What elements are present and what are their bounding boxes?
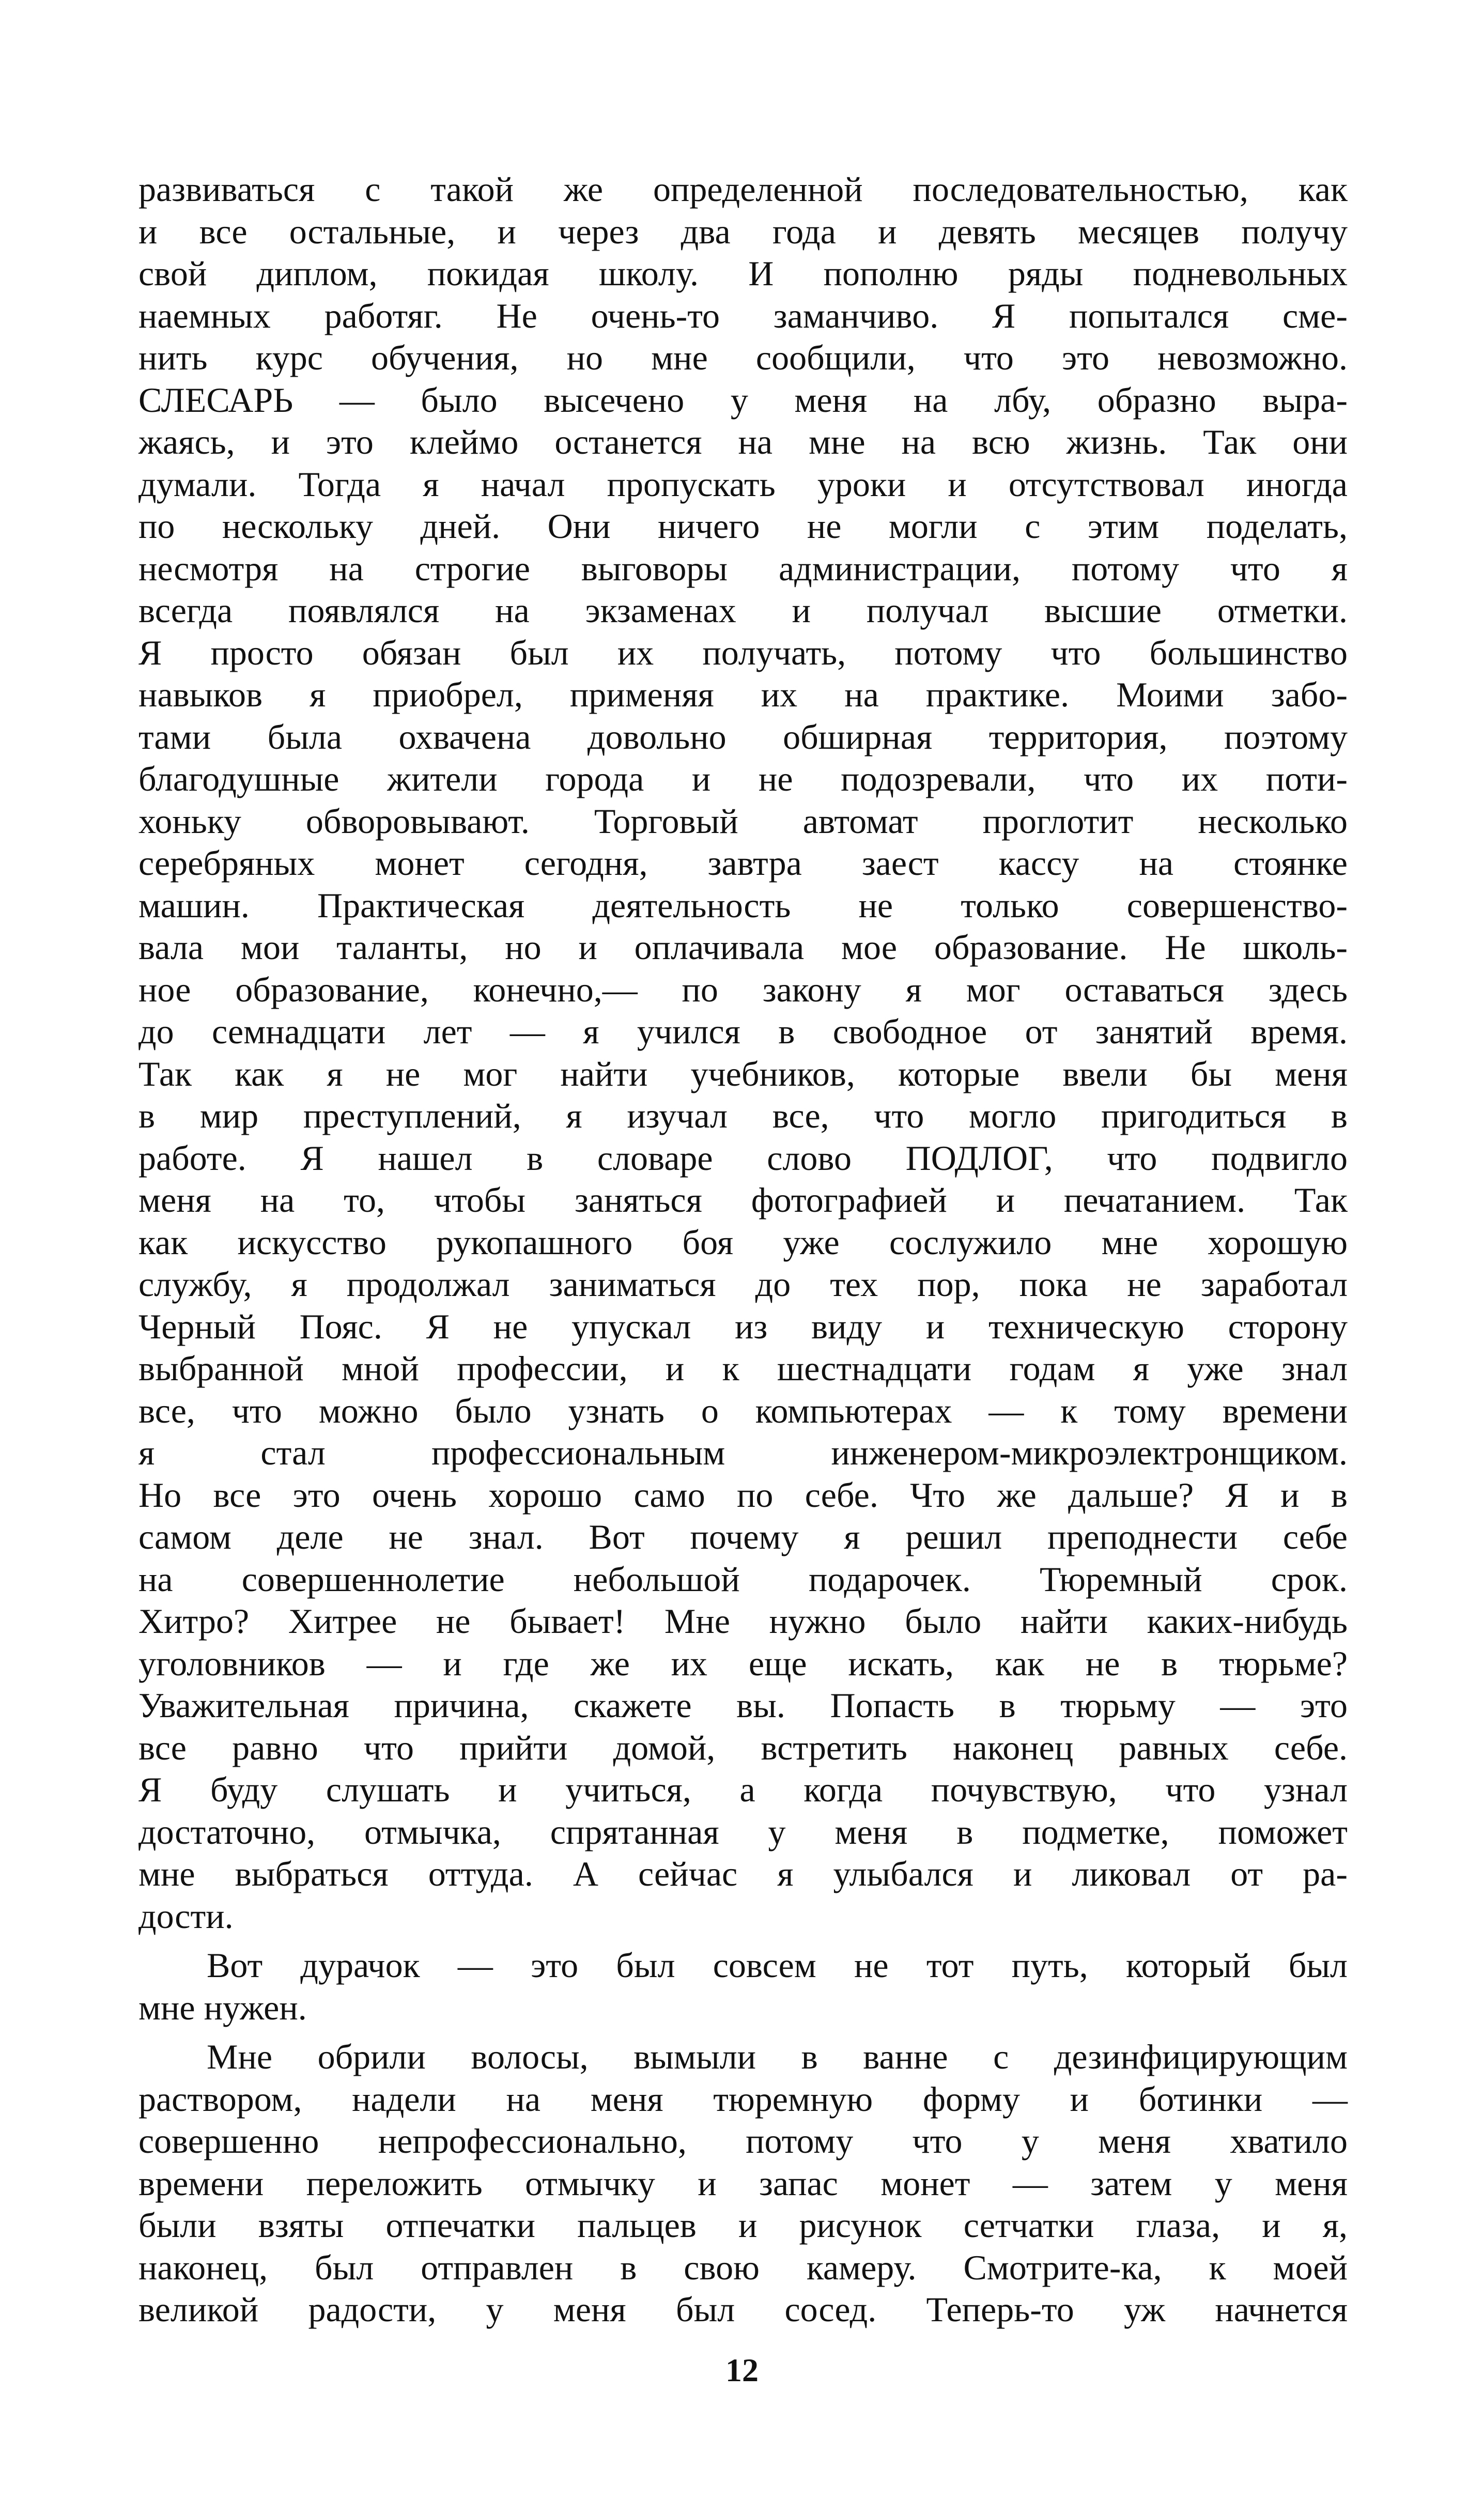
text-line: Но все это очень хорошо само по себе. Что же дальше? Я и в <box>138 1475 1348 1515</box>
text-line: Уважительная причина, скажете вы. Попасть в тюрьму — это <box>138 1686 1348 1725</box>
text-line: развиваться с такой же определенной последовательностью, как <box>138 169 1348 209</box>
text-line: Мне обрили волосы, вымыли в ванне с дезинфицирующим <box>207 2037 1348 2076</box>
text-line: свой диплом, покидая школу. И пополню ряды подневольных <box>138 254 1348 293</box>
text-line: достаточно, отмычка, спрятанная у меня в подметке, поможет <box>138 1812 1348 1852</box>
text-line: серебряных монет сегодня, завтра заест кассу на стоянке <box>138 843 1348 883</box>
text-line: благодушные жители города и не подозревали, что их поти- <box>138 759 1348 798</box>
text-line: машин. Практическая деятельность не только совершенство- <box>138 885 1348 925</box>
text-line: СЛЕСАРЬ — было высечено у меня на лбу, образно выра- <box>138 380 1348 420</box>
paragraph-2 <box>138 1945 1348 2029</box>
text-line: Хитро? Хитрее не бывает! Мне нужно было найти каких-нибудь <box>138 1601 1348 1641</box>
text-line: думали. Тогда я начал пропускать уроки и отсутствовал иногда <box>138 464 1348 504</box>
text-line: всегда появлялся на экзаменах и получал высшие отметки. <box>138 591 1348 630</box>
text-line: Так как я не мог найти учебников, которые ввели бы меня <box>138 1054 1348 1093</box>
text-line: Вот дурачок — это был совсем не тот путь, который был <box>207 1946 1348 1985</box>
paragraph-3 <box>138 2036 1348 2331</box>
text-line: хоньку обворовывают. Торговый автомат проглотит несколько <box>138 801 1348 841</box>
text-line: Черный Пояс. Я не упускал из виду и техническую сторону <box>138 1306 1348 1346</box>
text-line: совершенно непрофессионально, потому что у меня хватило <box>138 2121 1348 2161</box>
text-line: наемных работяг. Не очень-то заманчиво. Я попытался сме- <box>138 296 1348 335</box>
text-line: Я просто обязан был их получать, потому что большинство <box>138 633 1348 672</box>
text-line: работе. Я нашел в словаре слово ПОДЛОГ, что подвигло <box>138 1138 1348 1178</box>
text-line: были взяты отпечатки пальцев и рисунок сетчатки глаза, и я, <box>138 2205 1348 2245</box>
text-line: раствором, надели на меня тюремную форму и ботинки — <box>138 2079 1348 2119</box>
text-line: ное образование, конечно,— по закону я мог оставаться здесь <box>138 969 1348 1009</box>
text-line: по нескольку дней. Они ничего не могли с этим поделать, <box>138 506 1348 546</box>
page-body <box>138 168 1348 2331</box>
text-line: в мир преступлений, я изучал все, что могло пригодиться в <box>138 1096 1348 1135</box>
text-line: и все остальные, и через два года и девять месяцев получу <box>138 211 1348 251</box>
paragraph-1 <box>138 168 1348 1937</box>
text-line: на совершеннолетие небольшой подарочек. Тюремный срок. <box>138 1559 1348 1599</box>
text-line: нить курс обучения, но мне сообщили, что это невозможно. <box>138 338 1348 377</box>
text-line: уголовников — и где же их еще искать, как не в тюрьме? <box>138 1643 1348 1683</box>
text-line: великой радости, у меня был сосед. Теперь-то уж начнется <box>138 2290 1348 2329</box>
text-line: дости. <box>138 1896 234 1936</box>
text-line: тами была охвачена довольно обширная территория, поэтому <box>138 717 1348 757</box>
text-line: Я буду слушать и учиться, а когда почувствую, что узнал <box>138 1770 1348 1809</box>
page-number: 12 <box>725 2352 759 2388</box>
text-line: выбранной мной профессии, и к шестнадцати годам я уже знал <box>138 1349 1348 1388</box>
text-line: вала мои таланты, но и оплачивала мое образование. Не школь- <box>138 928 1348 967</box>
text-line: навыков я приобрел, применяя их на практике. Моими забо- <box>138 675 1348 714</box>
text-line: службу, я продолжал заниматься до тех пор, пока не заработал <box>138 1264 1348 1304</box>
text-line: времени переложить отмычку и запас монет — затем у меня <box>138 2163 1348 2203</box>
text-line: до семнадцати лет — я учился в свободное от занятий время. <box>138 1012 1348 1051</box>
text-line: жаясь, и это клеймо останется на мне на всю жизнь. Так они <box>138 422 1348 461</box>
text-line: несмотря на строгие выговоры администрации, потому что я <box>138 548 1348 588</box>
text-line: все, что можно было узнать о компьютерах — к тому времени <box>138 1391 1348 1430</box>
text-line: самом деле не знал. Вот почему я решил преподнести себе <box>138 1517 1348 1556</box>
text-line: мне выбраться оттуда. А сейчас я улыбался и ликовал от ра- <box>138 1854 1348 1893</box>
text-line: мне нужен. <box>138 1987 307 2027</box>
text-line: наконец, был отправлен в свою камеру. Смотрите-ка, к моей <box>138 2247 1348 2287</box>
text-line: как искусство рукопашного боя уже сослужило мне хорошую <box>138 1222 1348 1262</box>
text-line: я стал профессиональным инженером-микроэлектронщиком. <box>138 1433 1348 1472</box>
text-line: меня на то, чтобы заняться фотографией и печатанием. Так <box>138 1180 1348 1220</box>
text-line: все равно что прийти домой, встретить наконец равных себе. <box>138 1727 1348 1767</box>
